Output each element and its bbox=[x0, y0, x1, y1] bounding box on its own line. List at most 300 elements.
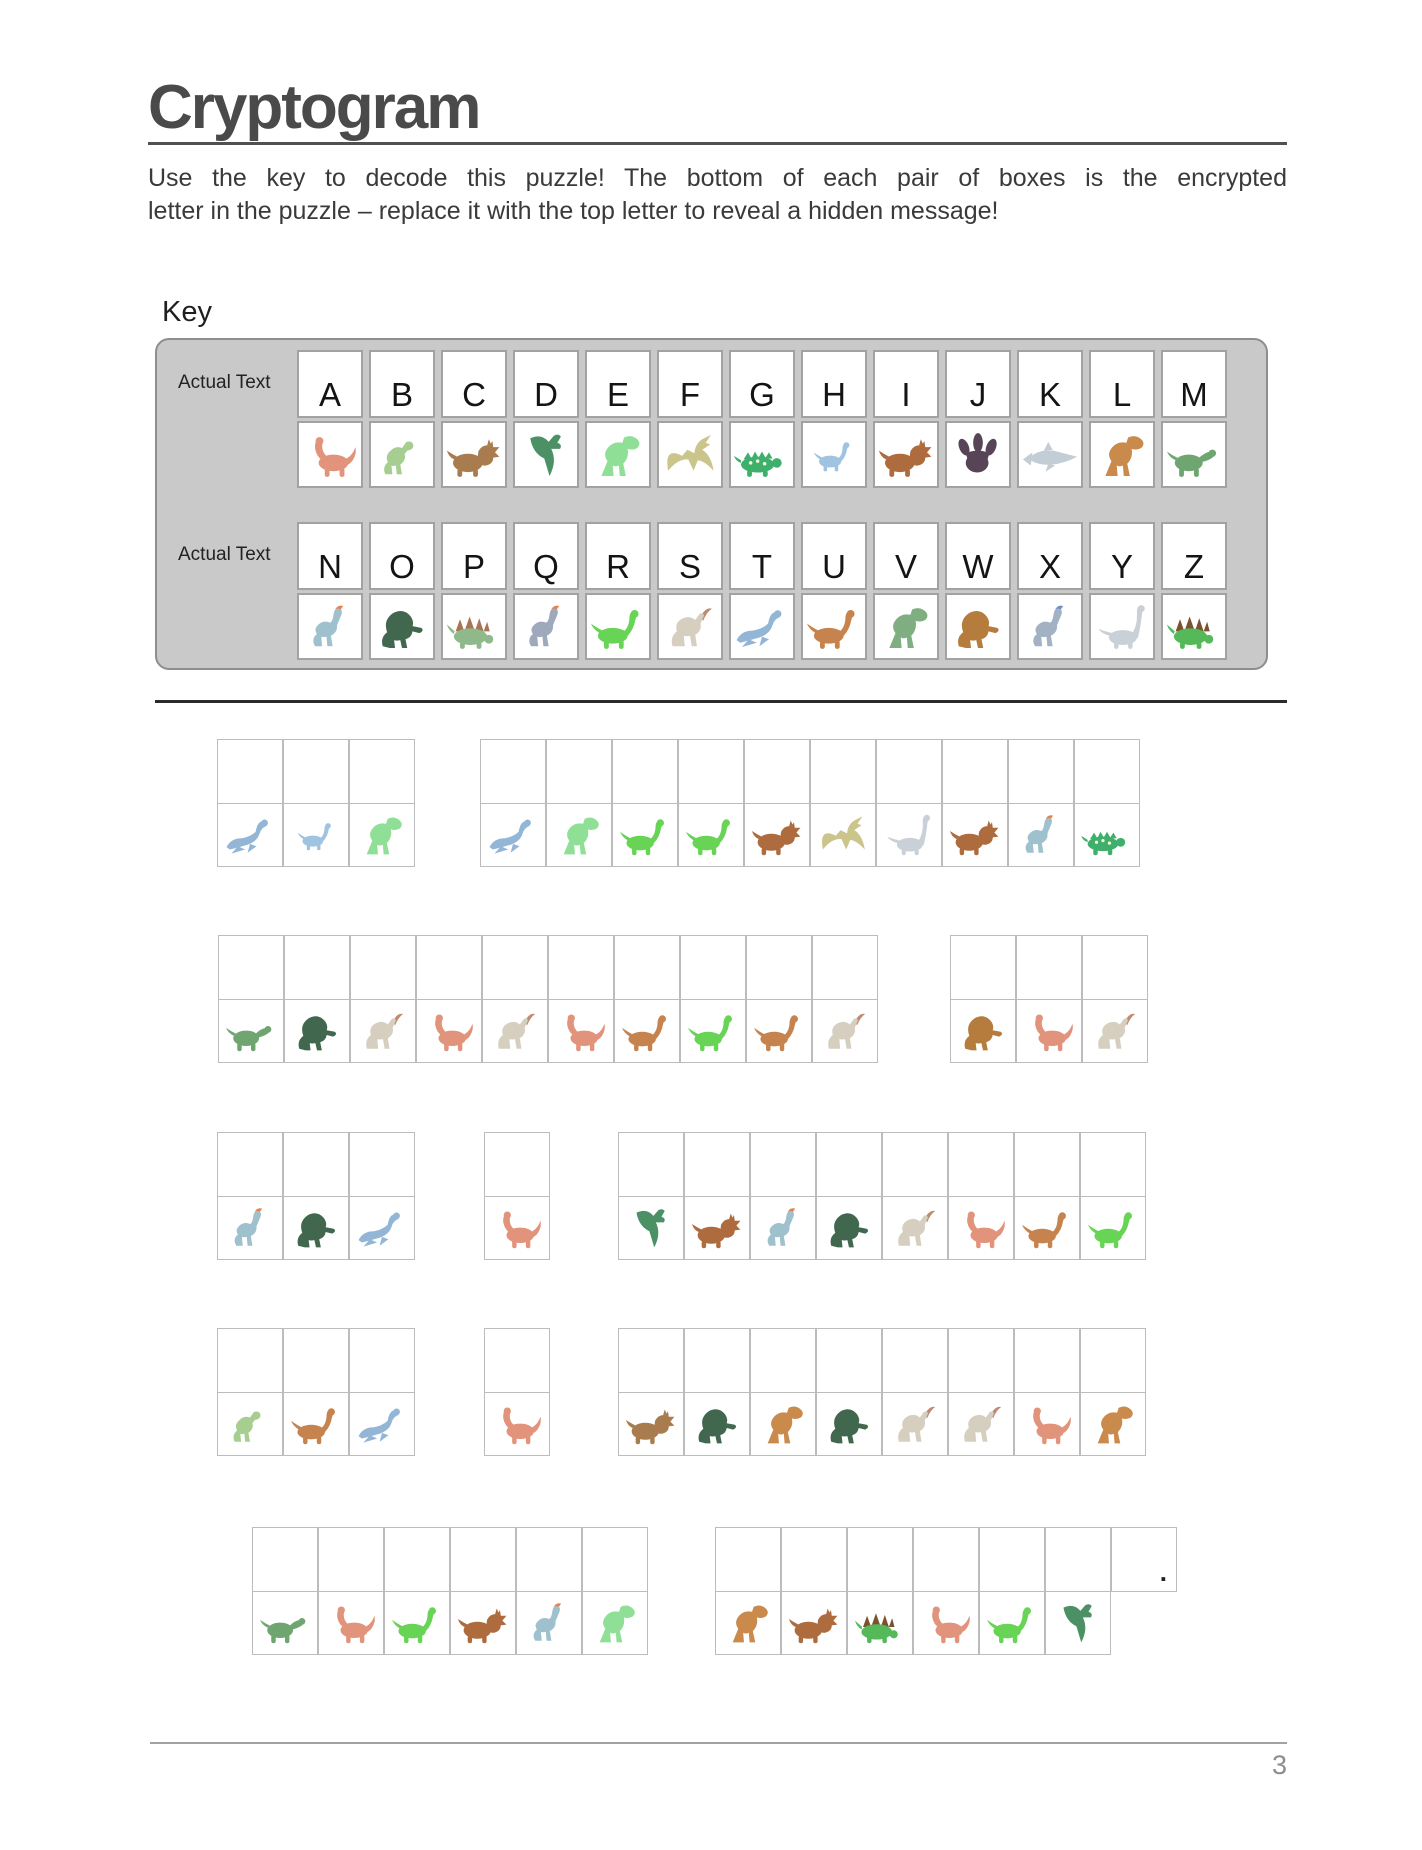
answer-box bbox=[1014, 1328, 1080, 1393]
green-trex-icon bbox=[590, 432, 646, 478]
answer-box bbox=[746, 935, 812, 1000]
apatosaurus-icon bbox=[423, 1010, 475, 1052]
brown-trex-icon bbox=[1087, 1403, 1139, 1445]
cipher-box bbox=[546, 803, 612, 867]
key-cipher-M bbox=[1161, 421, 1227, 488]
puzzle-cell-C bbox=[618, 1328, 684, 1456]
key-cipher-B bbox=[369, 421, 435, 488]
key-cipher-O bbox=[369, 593, 435, 660]
key-column-K bbox=[1017, 350, 1083, 488]
answer-box bbox=[516, 1527, 582, 1592]
velociraptor-icon bbox=[224, 1403, 276, 1445]
key-letter-H: H bbox=[801, 350, 867, 418]
cipher-box bbox=[482, 999, 548, 1063]
key-cipher-A bbox=[297, 421, 363, 488]
puzzle-word bbox=[618, 1328, 1146, 1456]
cipher-box bbox=[948, 1392, 1014, 1456]
answer-box bbox=[816, 1132, 882, 1197]
key-cipher-U bbox=[801, 593, 867, 660]
key-cipher-D bbox=[513, 421, 579, 488]
styracosaurus-icon bbox=[949, 814, 1001, 856]
apatosaurus-icon bbox=[302, 432, 358, 478]
cipher-box bbox=[678, 803, 744, 867]
cipher-box bbox=[416, 999, 482, 1063]
puzzle-cell-B bbox=[217, 1328, 283, 1456]
key-letter-B: B bbox=[369, 350, 435, 418]
key-column-C bbox=[441, 350, 507, 488]
puzzle-word bbox=[252, 1527, 648, 1655]
answer-box bbox=[217, 739, 283, 804]
styracosaurus-icon bbox=[878, 432, 934, 478]
puzzle-cell-S bbox=[482, 935, 548, 1063]
key-letter-Q: Q bbox=[513, 522, 579, 590]
answer-box bbox=[450, 1527, 516, 1592]
cipher-box bbox=[350, 999, 416, 1063]
answer-box bbox=[252, 1527, 318, 1592]
key-column-M bbox=[1161, 350, 1227, 488]
key-cipher-V bbox=[873, 593, 939, 660]
answer-box bbox=[744, 739, 810, 804]
cipher-box bbox=[484, 1196, 550, 1260]
cipher-box bbox=[781, 1591, 847, 1655]
puzzle-cell-M bbox=[252, 1527, 318, 1655]
answer-box bbox=[318, 1527, 384, 1592]
cipher-box bbox=[812, 999, 878, 1063]
puzzle-word bbox=[950, 935, 1148, 1063]
brown-sauropod-icon bbox=[1021, 1207, 1073, 1249]
key-cipher-P bbox=[441, 593, 507, 660]
key-letter-T: T bbox=[729, 522, 795, 590]
cipher-box bbox=[876, 803, 942, 867]
key-letter-G: G bbox=[729, 350, 795, 418]
puzzle-word bbox=[484, 1328, 550, 1456]
puzzle-cell-N bbox=[1008, 739, 1074, 867]
key-column-A bbox=[297, 350, 363, 488]
answer-box bbox=[484, 1132, 550, 1197]
puzzle-cell-I bbox=[684, 1132, 750, 1260]
puzzle-word bbox=[715, 1527, 1177, 1655]
parasaurolophus-icon bbox=[1089, 1010, 1141, 1052]
apatosaurus-icon bbox=[325, 1602, 377, 1644]
apatosaurus-icon bbox=[955, 1207, 1007, 1249]
answer-box bbox=[614, 935, 680, 1000]
cipher-box bbox=[252, 1591, 318, 1655]
folded-pterosaur-icon bbox=[625, 1207, 677, 1249]
brown-trex-icon bbox=[1094, 432, 1150, 478]
cipher-box bbox=[746, 999, 812, 1063]
instructions bbox=[148, 162, 1287, 228]
cipher-box bbox=[480, 803, 546, 867]
ankylosaurus-icon bbox=[1081, 814, 1133, 856]
apatosaurus-icon bbox=[491, 1207, 543, 1249]
crested-raptor-icon bbox=[224, 1207, 276, 1249]
cipher-box bbox=[217, 1392, 283, 1456]
puzzle-cell-S bbox=[882, 1328, 948, 1456]
cipher-box bbox=[1016, 999, 1082, 1063]
puzzle-cell-A bbox=[913, 1527, 979, 1655]
answer-box bbox=[218, 935, 284, 1000]
puzzle-cell-L bbox=[1080, 1328, 1146, 1456]
answer-box bbox=[349, 1328, 415, 1393]
parasaurolophus-icon bbox=[889, 1403, 941, 1445]
puzzle-cell-Y bbox=[876, 739, 942, 867]
key-column-Q bbox=[513, 522, 579, 660]
answer-box bbox=[750, 1132, 816, 1197]
cipher-box bbox=[582, 1591, 648, 1655]
cipher-box bbox=[450, 1591, 516, 1655]
puzzle-cell-A bbox=[1016, 935, 1082, 1063]
key-cipher-L bbox=[1089, 421, 1155, 488]
answer-box bbox=[349, 739, 415, 804]
answer-box bbox=[684, 1132, 750, 1197]
puzzle-cell-A bbox=[416, 935, 482, 1063]
key-letter-F: F bbox=[657, 350, 723, 418]
key-column-X bbox=[1017, 522, 1083, 660]
answer-box bbox=[942, 739, 1008, 804]
cipher-box bbox=[283, 803, 349, 867]
puzzle-cell-I bbox=[781, 1527, 847, 1655]
key-column-F bbox=[657, 350, 723, 488]
answer-box bbox=[384, 1527, 450, 1592]
key-column-Z bbox=[1161, 522, 1227, 660]
crested-raptor-icon bbox=[302, 604, 358, 650]
key-letter-Z: Z bbox=[1161, 522, 1227, 590]
puzzle-cell-U bbox=[1014, 1132, 1080, 1260]
puzzle-cell-N bbox=[217, 1132, 283, 1260]
puzzle-cell-I bbox=[450, 1527, 516, 1655]
cipher-box bbox=[1082, 999, 1148, 1063]
puzzle-cell-S bbox=[350, 935, 416, 1063]
puzzle-cell-E bbox=[582, 1527, 648, 1655]
cipher-box bbox=[950, 999, 1016, 1063]
key-cipher-H bbox=[801, 421, 867, 488]
key-cipher-I bbox=[873, 421, 939, 488]
cipher-box bbox=[882, 1392, 948, 1456]
crested-raptor-icon bbox=[757, 1207, 809, 1249]
pteranodon-icon bbox=[817, 814, 869, 856]
answer-box bbox=[283, 1132, 349, 1197]
answer-box bbox=[582, 1527, 648, 1592]
cipher-box bbox=[618, 1196, 684, 1260]
puzzle-cell-A bbox=[484, 1132, 550, 1260]
plesiosaurus-icon bbox=[487, 814, 539, 856]
answer-box bbox=[950, 935, 1016, 1000]
puzzle-cell-T bbox=[480, 739, 546, 867]
answer-box bbox=[612, 739, 678, 804]
key-letter-V: V bbox=[873, 522, 939, 590]
key-cipher-E bbox=[585, 421, 651, 488]
key-heading: Key bbox=[162, 296, 212, 328]
styracosaurus-icon bbox=[691, 1207, 743, 1249]
stegosaurus-icon bbox=[446, 604, 502, 650]
key-column-G bbox=[729, 350, 795, 488]
green-sauropod-icon bbox=[685, 814, 737, 856]
cipher-box bbox=[218, 999, 284, 1063]
dark-spinosaurus-icon bbox=[290, 1207, 342, 1249]
key-cipher-R bbox=[585, 593, 651, 660]
brown-sauropod-icon bbox=[621, 1010, 673, 1052]
cipher-box bbox=[614, 999, 680, 1063]
apatosaurus-icon bbox=[920, 1602, 972, 1644]
answer-box bbox=[913, 1527, 979, 1592]
apatosaurus-icon bbox=[491, 1403, 543, 1445]
dark-spinosaurus-icon bbox=[823, 1403, 875, 1445]
brown-trex-icon bbox=[757, 1403, 809, 1445]
answer-box bbox=[484, 1328, 550, 1393]
green-sauropod-icon bbox=[687, 1010, 739, 1052]
answer-box bbox=[1008, 739, 1074, 804]
key-letter-O: O bbox=[369, 522, 435, 590]
cipher-box bbox=[1014, 1196, 1080, 1260]
puzzle-word bbox=[480, 739, 1140, 867]
puzzle-word bbox=[217, 1132, 415, 1260]
key-cipher-G bbox=[729, 421, 795, 488]
puzzle-cell-S bbox=[812, 935, 878, 1063]
key-cipher-Y bbox=[1089, 593, 1155, 660]
green-stegosaurus-icon bbox=[854, 1602, 906, 1644]
styracosaurus-icon bbox=[457, 1602, 509, 1644]
cipher-box bbox=[217, 803, 283, 867]
plesiosaurus-icon bbox=[356, 1207, 408, 1249]
crested-raptor-icon bbox=[1015, 814, 1067, 856]
key-column-S bbox=[657, 522, 723, 660]
answer-box bbox=[882, 1132, 948, 1197]
answer-box bbox=[816, 1328, 882, 1393]
key-cipher-J bbox=[945, 421, 1011, 488]
key-column-J bbox=[945, 350, 1011, 488]
green-trex-icon bbox=[589, 1602, 641, 1644]
baby-plesiosaur-icon bbox=[813, 438, 855, 472]
styracosaurus-icon bbox=[788, 1602, 840, 1644]
plesiosaurus-icon bbox=[224, 814, 276, 856]
cipher-box bbox=[715, 1591, 781, 1655]
key-letter-C: C bbox=[441, 350, 507, 418]
answer-box bbox=[715, 1527, 781, 1592]
green-sauropod-icon bbox=[391, 1602, 443, 1644]
folded-pterosaur-icon bbox=[1052, 1602, 1104, 1644]
answer-box bbox=[1080, 1132, 1146, 1197]
key-cipher-C bbox=[441, 421, 507, 488]
key-column-Y bbox=[1089, 522, 1155, 660]
answer-box bbox=[1074, 739, 1140, 804]
folded-pterosaur-icon bbox=[518, 432, 574, 478]
key-letter-W: W bbox=[945, 522, 1011, 590]
answer-box bbox=[217, 1132, 283, 1197]
cipher-box bbox=[1080, 1392, 1146, 1456]
puzzle-cell-H bbox=[283, 739, 349, 867]
key-column-R bbox=[585, 522, 651, 660]
parasaurolophus-icon bbox=[889, 1207, 941, 1249]
key-letter-E: E bbox=[585, 350, 651, 418]
key-column-E bbox=[585, 350, 651, 488]
parasaurolophus-icon bbox=[489, 1010, 541, 1052]
green-trex-icon bbox=[553, 814, 605, 856]
brown-sauropod-icon bbox=[290, 1403, 342, 1445]
puzzle-word bbox=[618, 1132, 1146, 1260]
answer-box bbox=[350, 935, 416, 1000]
puzzle-cell-N bbox=[516, 1527, 582, 1655]
parasaurolophus-icon bbox=[819, 1010, 871, 1052]
key-cipher-Q bbox=[513, 593, 579, 660]
key-column-V bbox=[873, 522, 939, 660]
key-letter-I: I bbox=[873, 350, 939, 418]
page-number: 3 bbox=[1271, 1750, 1287, 1780]
puzzle-cell-R bbox=[384, 1527, 450, 1655]
dark-spinosaurus-icon bbox=[291, 1010, 343, 1052]
puzzle-cell-I bbox=[744, 739, 810, 867]
answer-box bbox=[1014, 1132, 1080, 1197]
brown-sauropod-icon bbox=[806, 604, 862, 650]
cipher-box bbox=[913, 1591, 979, 1655]
key-letter-R: R bbox=[585, 522, 651, 590]
title-underline bbox=[148, 142, 1287, 145]
answer-box bbox=[876, 739, 942, 804]
answer-box bbox=[750, 1328, 816, 1393]
key-letter-P: P bbox=[441, 522, 507, 590]
cipher-box bbox=[816, 1392, 882, 1456]
answer-box bbox=[948, 1132, 1014, 1197]
puzzle-cell-M bbox=[218, 935, 284, 1063]
puzzle-cell-U bbox=[614, 935, 680, 1063]
puzzle-cell-D bbox=[1045, 1527, 1111, 1655]
answer-box bbox=[284, 935, 350, 1000]
answer-box bbox=[948, 1328, 1014, 1393]
cipher-box bbox=[816, 1196, 882, 1260]
puzzle-word bbox=[218, 935, 878, 1063]
key-letter-L: L bbox=[1089, 350, 1155, 418]
cipher-box bbox=[349, 803, 415, 867]
cipher-box bbox=[217, 1196, 283, 1260]
plesiosaurus-icon bbox=[734, 604, 790, 650]
brown-spinosaurus-icon bbox=[957, 1010, 1009, 1052]
puzzle-cell-E bbox=[546, 739, 612, 867]
parasaurolophus-icon bbox=[955, 1403, 1007, 1445]
key-cipher-S bbox=[657, 593, 723, 660]
key-letter-Y: Y bbox=[1089, 522, 1155, 590]
green-sauropod-icon bbox=[590, 604, 646, 650]
period-box: . bbox=[1111, 1527, 1177, 1592]
puzzle-cell-W bbox=[950, 935, 1016, 1063]
puzzle-cell-L bbox=[750, 1328, 816, 1456]
brown-spinosaurus-icon bbox=[950, 604, 1006, 650]
key-letter-S: S bbox=[657, 522, 723, 590]
triceratops-icon bbox=[625, 1403, 677, 1445]
puzzle-cell-O bbox=[816, 1132, 882, 1260]
cipher-box bbox=[1045, 1591, 1111, 1655]
triceratops-icon bbox=[446, 432, 502, 478]
answer-box bbox=[283, 1328, 349, 1393]
key-column-O bbox=[369, 522, 435, 660]
puzzle-cell-T bbox=[217, 739, 283, 867]
puzzle-cell-O bbox=[816, 1328, 882, 1456]
puzzle-cell-A bbox=[318, 1527, 384, 1655]
ankylosaurus-icon bbox=[734, 432, 790, 478]
puzzle-cell-O bbox=[283, 1132, 349, 1260]
cipher-box bbox=[516, 1591, 582, 1655]
cipher-box bbox=[680, 999, 746, 1063]
key-row2-label: Actual Text bbox=[178, 544, 271, 565]
crested-raptor-icon bbox=[523, 1602, 575, 1644]
key-column-W bbox=[945, 522, 1011, 660]
apatosaurus-icon bbox=[1021, 1403, 1073, 1445]
puzzle-cell-T bbox=[349, 1328, 415, 1456]
key-cipher-Z bbox=[1161, 593, 1227, 660]
answer-box bbox=[979, 1527, 1045, 1592]
key-cipher-X bbox=[1017, 593, 1083, 660]
puzzle-cell-A bbox=[948, 1132, 1014, 1260]
apatosaurus-icon bbox=[555, 1010, 607, 1052]
dark-spinosaurus-icon bbox=[823, 1207, 875, 1249]
puzzle-cell-A bbox=[548, 935, 614, 1063]
dark-spinosaurus-icon bbox=[691, 1403, 743, 1445]
answer-box bbox=[1045, 1527, 1111, 1592]
cipher-box bbox=[979, 1591, 1045, 1655]
dino-footprint-icon bbox=[950, 432, 1006, 478]
cipher-box bbox=[283, 1196, 349, 1260]
answer-box bbox=[680, 935, 746, 1000]
answer-box bbox=[847, 1527, 913, 1592]
answer-box bbox=[480, 739, 546, 804]
puzzle-word bbox=[484, 1132, 550, 1260]
brachiosaurus-icon bbox=[883, 814, 935, 856]
puzzle-cell-N bbox=[750, 1132, 816, 1260]
answer-box bbox=[283, 739, 349, 804]
key-column-B bbox=[369, 350, 435, 488]
key-column-L bbox=[1089, 350, 1155, 488]
puzzle-cell-R bbox=[680, 935, 746, 1063]
parasaurolophus-icon bbox=[662, 604, 718, 650]
parasaurolophus-icon bbox=[357, 1010, 409, 1052]
cipher-box bbox=[847, 1591, 913, 1655]
answer-box bbox=[349, 1132, 415, 1197]
section-divider bbox=[155, 700, 1287, 703]
puzzle-cell-R bbox=[612, 739, 678, 867]
key-column-N bbox=[297, 522, 363, 660]
cipher-box bbox=[384, 1591, 450, 1655]
green-trex-icon bbox=[356, 814, 408, 856]
key-letter-M: M bbox=[1161, 350, 1227, 418]
puzzle-cell-R bbox=[979, 1527, 1045, 1655]
answer-box bbox=[546, 739, 612, 804]
pteranodon-icon bbox=[662, 432, 718, 478]
gallimimus-icon bbox=[1022, 604, 1078, 650]
key-letter-J: J bbox=[945, 350, 1011, 418]
puzzle-cell-R bbox=[678, 739, 744, 867]
cipher-box bbox=[942, 803, 1008, 867]
puzzle-cell-G bbox=[1074, 739, 1140, 867]
key-cipher-F bbox=[657, 421, 723, 488]
key-column-I bbox=[873, 350, 939, 488]
key-cipher-W bbox=[945, 593, 1011, 660]
cipher-box bbox=[810, 803, 876, 867]
cipher-box bbox=[349, 1196, 415, 1260]
key-column-P bbox=[441, 522, 507, 660]
answer-box bbox=[810, 739, 876, 804]
answer-box bbox=[618, 1132, 684, 1197]
brachiosaurus-icon bbox=[1094, 604, 1150, 650]
cipher-box bbox=[284, 999, 350, 1063]
period-cell bbox=[1111, 1527, 1177, 1655]
answer-box bbox=[416, 935, 482, 1000]
green-sauropod-icon bbox=[619, 814, 671, 856]
cipher-box bbox=[684, 1392, 750, 1456]
cipher-box bbox=[684, 1196, 750, 1260]
puzzle-cell-S bbox=[948, 1328, 1014, 1456]
cipher-box bbox=[1014, 1392, 1080, 1456]
answer-box bbox=[1080, 1328, 1146, 1393]
key-column-U bbox=[801, 522, 867, 660]
cipher-box bbox=[484, 1392, 550, 1456]
